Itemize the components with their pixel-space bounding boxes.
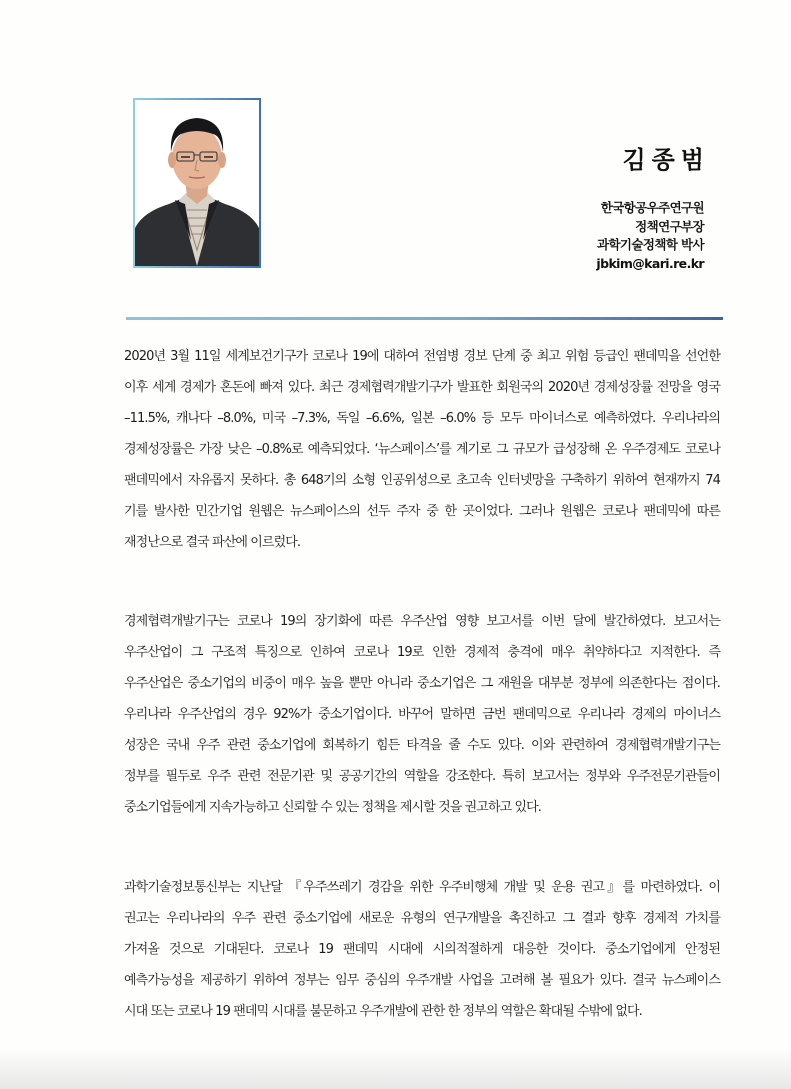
- page-bottom-shadow: [0, 1049, 791, 1089]
- paragraph-line: 중소기업들에게 지속가능하고 신뢰할 수 있는 정책을 제시할 것을 권고하고 있다.: [124, 800, 542, 815]
- author-degree: 과학기술정책학 박사: [596, 237, 704, 252]
- author-photo-frame: [133, 98, 261, 268]
- paragraph-line: 우주산업이 그 구조적 특징으로 인하여 코로나 19로 인한 경제적 충격에 매우 취약하다고 지적한다. 즉: [124, 645, 720, 660]
- paragraph-line: 우주산업은 중소기업의 비중이 매우 높을 뿐만 아니라 중소기업은 그 재원을 대부분 정부에 의존한다는 점이다.: [124, 676, 720, 691]
- author-name: 김종범: [622, 146, 710, 174]
- author-position: 정책연구부장: [635, 218, 704, 234]
- portrait-image: [135, 100, 259, 266]
- paragraph-line: 시대 또는 코로나 19 팬데믹 시대를 불문하고 우주개발에 관한 한 정부의 역할은 확대될 수밖에 없다.: [124, 1004, 642, 1019]
- paragraph-line: 성장은 국내 우주 관련 중소기업에 회복하기 힘든 타격을 줄 수도 있다. 이와 관련하여 경제협력개발기구는: [124, 738, 720, 753]
- author-info-block: [596, 143, 710, 273]
- paragraph-line: 우리나라 우주산업의 경우 92%가 중소기업이다. 바꾸어 말하면 금번 팬데믹으로 우리나라 경제의 마이너스: [124, 707, 720, 722]
- paragraph-line: 가져올 것으로 기대된다. 코로나 19 팬데믹 시대에 시의적절하게 대응한 것이다. 중소기업에게 안정된: [124, 942, 720, 957]
- paragraph-line: 과학기술정보통신부는 지난달 『우주쓰레기 경감을 위한 우주비행체 개발 및 운용 권고』를 마련하였다. 이: [124, 880, 720, 895]
- paragraph-line: 2020년 3월 11일 세계보건기구가 코로나 19에 대하여 전염병 경보 단계 중 최고 위험 등급인 팬데믹을 선언한: [124, 349, 720, 364]
- author-details: [596, 199, 704, 273]
- author-email[interactable]: jbkim@kari.re.kr: [596, 255, 704, 271]
- paragraph-line: 권고는 우리나라의 우주 관련 중소기업에 새로운 유형의 연구개발을 촉진하고 그 결과 향후 경제적 가치를: [124, 911, 720, 926]
- author-affiliation: 한국항공우주연구원: [600, 200, 704, 215]
- paragraph-line: 정부를 필두로 우주 관련 전문기관 및 공공기간의 역할을 강조한다. 특히 보고서는 정부와 우주전문기관들이: [124, 769, 720, 784]
- paragraph-line: 재정난으로 결국 파산에 이르렀다.: [124, 535, 301, 550]
- article-paragraph-2: [124, 606, 720, 823]
- paragraph-line: 이후 세계 경제가 혼돈에 빠져 있다. 최근 경제협력개발기구가 발표한 회원국의 2020년 경제성장률 전망을 영국: [124, 380, 720, 395]
- paragraph-line: 경제협력개발기구는 코로나 19의 장기화에 따른 우주산업 영향 보고서를 이번 달에 발간하였다. 보고서는: [124, 614, 720, 629]
- article-paragraph-1: [124, 341, 720, 558]
- paragraph-line: 팬데믹에서 자유롭지 못하다. 총 648기의 소형 인공위성으로 초고속 인터넷망을 구축하기 위하여 현재까지 74: [124, 473, 720, 488]
- paragraph-line: 기를 발사한 민간기업 원웹은 뉴스페이스의 선두 주자 중 한 곳이었다. 그러나 원웹은 코로나 팬데믹에 따른: [124, 504, 720, 519]
- paragraph-line: 예측가능성을 제공하기 위하여 정부는 임무 중심의 우주개발 사업을 고려해 볼 필요가 있다. 결국 뉴스페이스: [124, 973, 720, 988]
- author-photo: [135, 100, 259, 266]
- article-paragraph-3: [124, 872, 720, 1027]
- paragraph-line: –11.5%, 캐나다 –8.0%, 미국 –7.3%, 독일 –6.6%, 일본 –6.0% 등 모두 마이너스로 예측하였다. 우리나라의: [124, 411, 720, 426]
- header-divider: [126, 317, 723, 320]
- paragraph-line: 경제성장률은 가장 낮은 –0.8%로 예측되었다. ‘뉴스페이스’를 계기로 그 규모가 급성장해 온 우주경제도 코로나: [124, 442, 720, 457]
